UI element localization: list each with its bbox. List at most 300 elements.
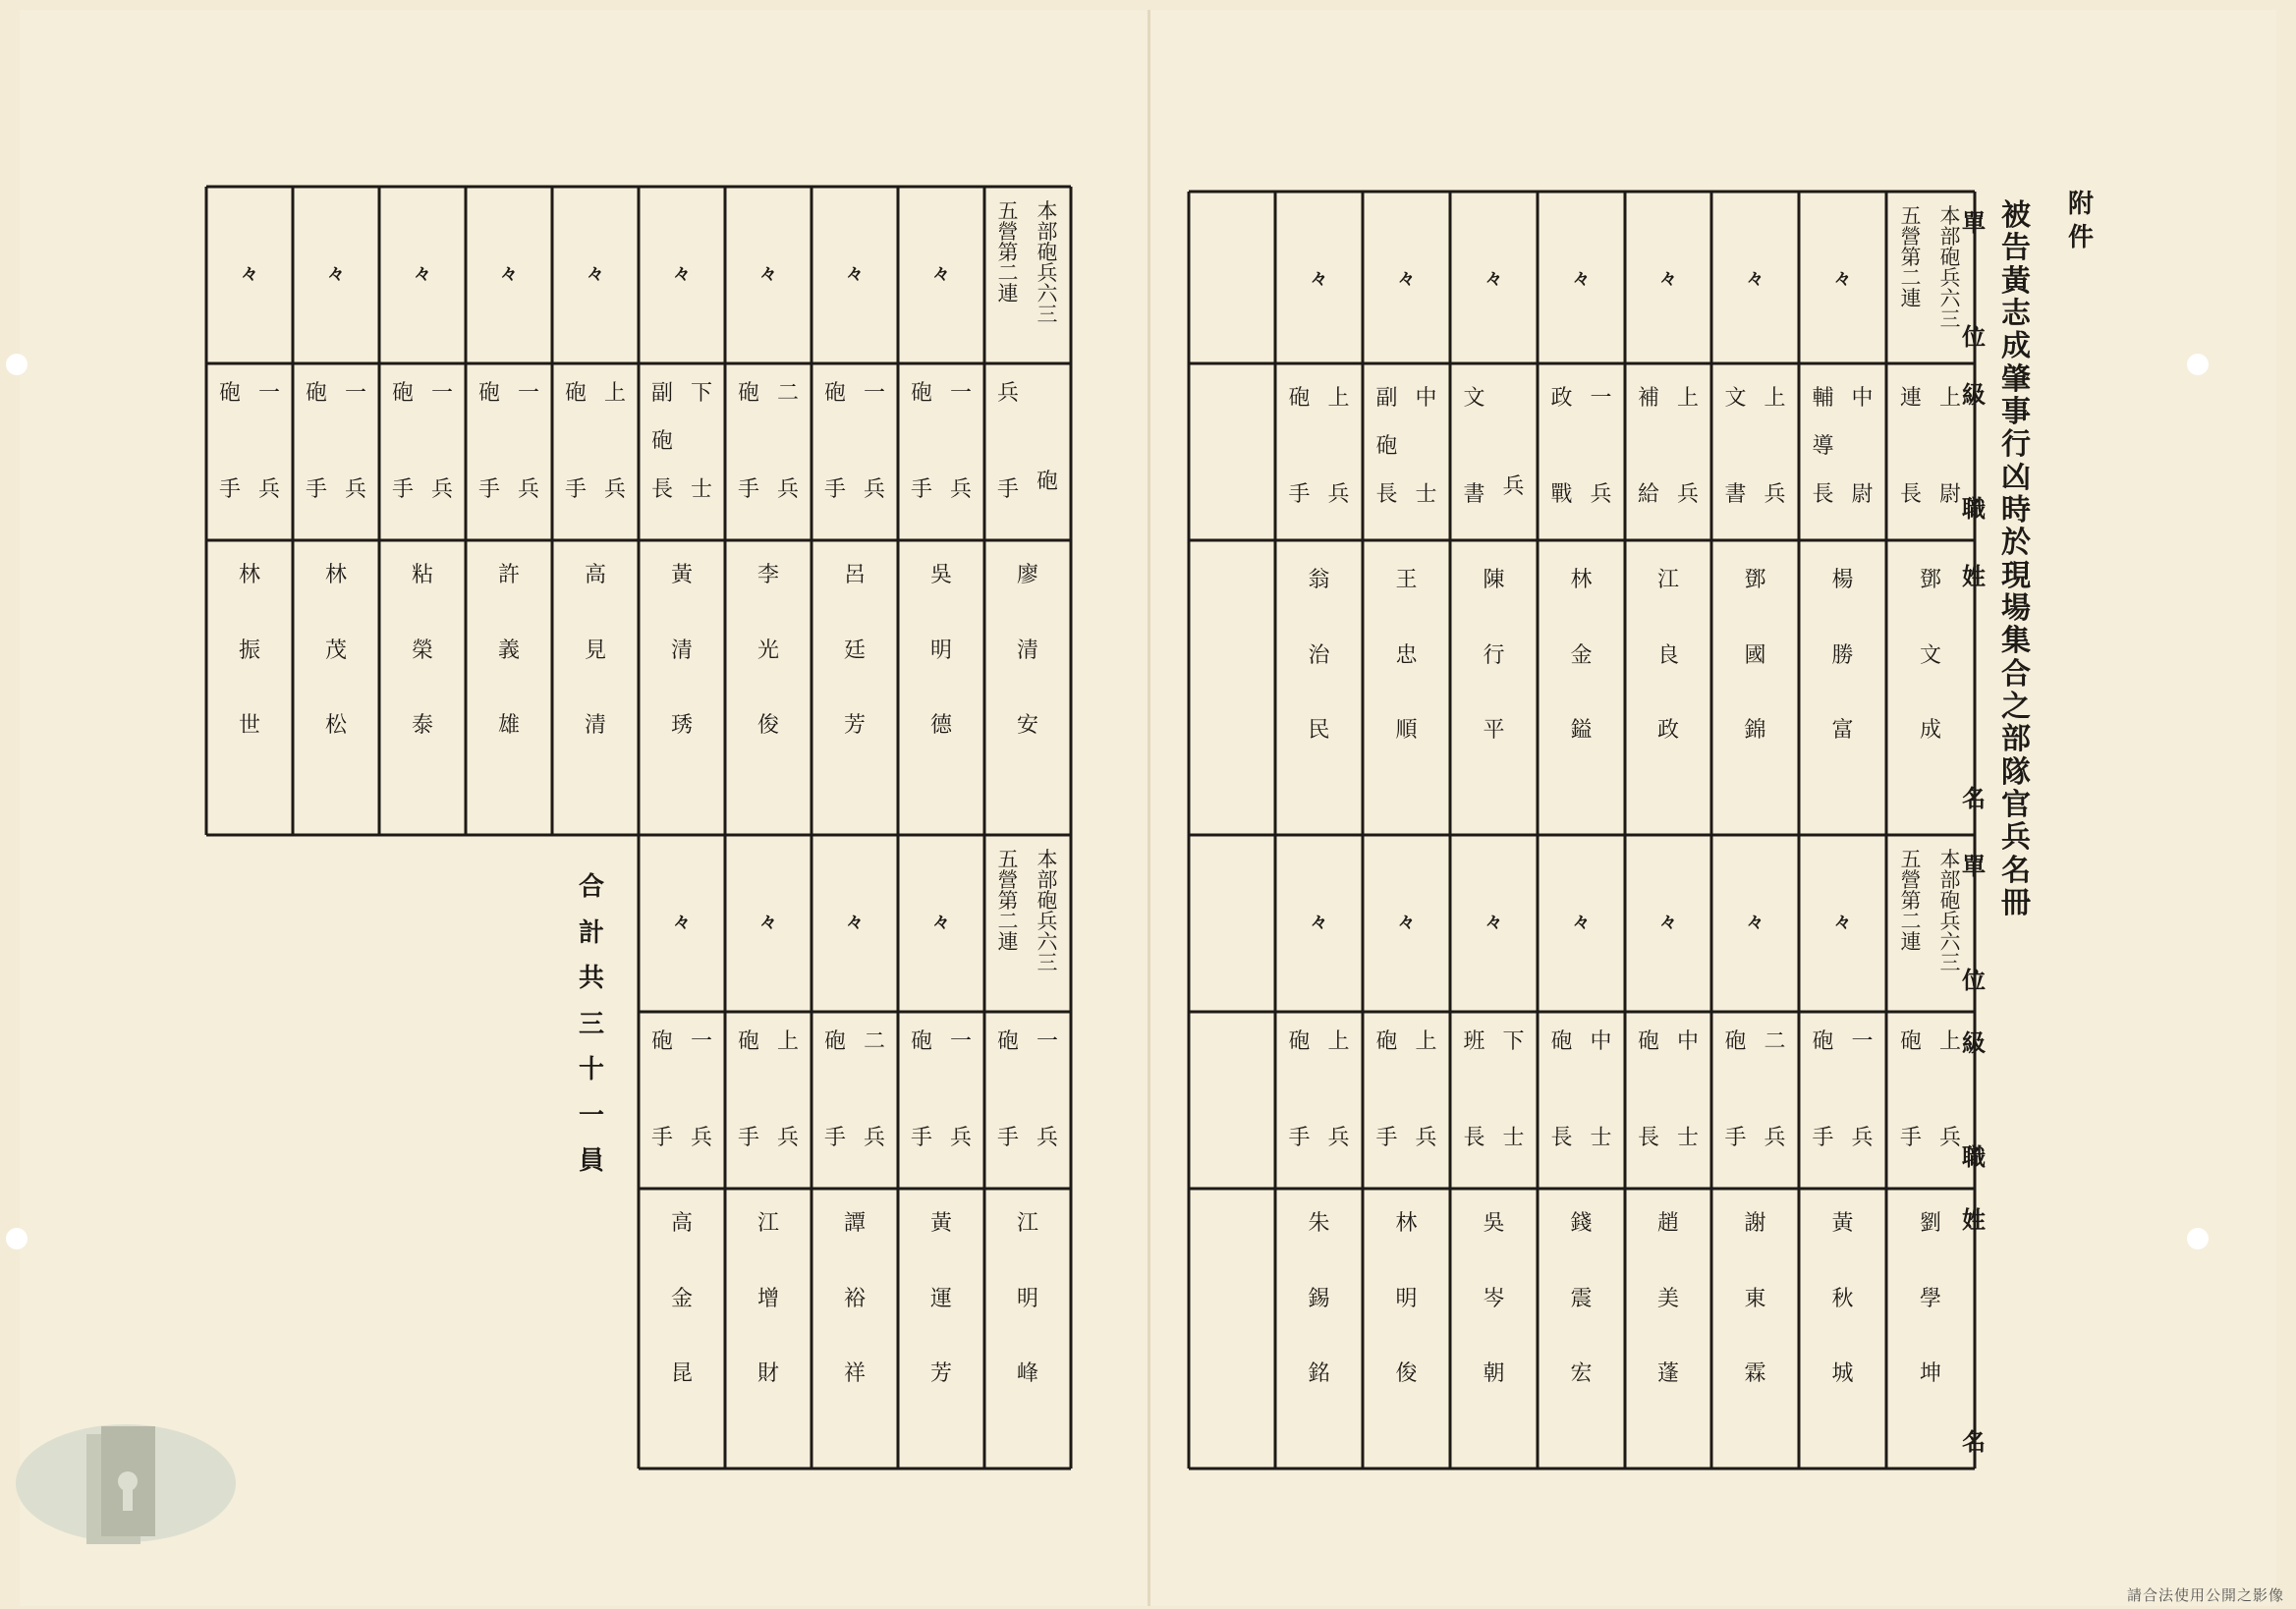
glyph: 現 <box>2001 558 2031 593</box>
glyph: 芳 <box>929 1361 953 1386</box>
glyph: 清 <box>584 713 607 738</box>
glyph: 職 <box>1962 494 1986 523</box>
glyph: 本 <box>1939 204 1961 228</box>
glyph: 黃 <box>1831 1211 1854 1236</box>
glyph: 富 <box>1831 718 1854 743</box>
glyph: 十 <box>578 1055 605 1084</box>
person-name <box>671 1213 693 1385</box>
glyph: 兵 <box>1036 261 1058 285</box>
glyph: 三 <box>578 1009 605 1039</box>
person-name <box>1744 570 1765 742</box>
glyph: 俊 <box>1395 1361 1418 1386</box>
glyph: 名 <box>1962 1427 1986 1456</box>
glyph: 合 <box>578 872 605 902</box>
glyph: 兵 <box>1764 482 1786 507</box>
ditto-mark: 々 <box>673 913 691 933</box>
glyph: 政 <box>1550 386 1573 411</box>
rank-cell <box>911 383 932 501</box>
person-name <box>1570 1213 1592 1385</box>
glyph: 行 <box>2001 427 2031 463</box>
glyph: 粘 <box>411 563 434 587</box>
glyph: 美 <box>1656 1286 1680 1311</box>
glyph: 冊 <box>2001 885 2031 920</box>
glyph: 士 <box>1502 1126 1525 1150</box>
glyph: 兵 <box>690 1126 713 1150</box>
rank-cell <box>1677 1031 1699 1149</box>
glyph: 五 <box>1900 848 1922 871</box>
glyph: 銘 <box>1308 1361 1330 1386</box>
rank-cell <box>1550 1031 1572 1149</box>
glyph: 手 <box>1812 1126 1834 1150</box>
glyph: 被 <box>2001 198 2031 233</box>
ditto-mark: 々 <box>932 264 950 285</box>
glyph: 上 <box>603 381 627 406</box>
glyph: 長 <box>1812 482 1834 507</box>
glyph: 明 <box>1395 1286 1418 1311</box>
glyph: 勝 <box>1831 642 1854 668</box>
glyph: 文 <box>1463 386 1485 411</box>
glyph: 吳 <box>1483 1211 1505 1236</box>
glyph: 兵 <box>1590 482 1612 507</box>
rank-cell <box>1764 388 1785 506</box>
glyph: 兵 <box>1502 474 1525 499</box>
glyph: 松 <box>324 713 348 738</box>
glyph: 副 <box>650 381 674 406</box>
glyph: 兵 <box>430 477 454 502</box>
rank-cell <box>651 1031 673 1149</box>
glyph: 許 <box>497 563 521 587</box>
unit-header <box>1962 852 1986 994</box>
glyph: 兵 <box>1036 910 1058 933</box>
glyph: 營 <box>1900 868 1922 892</box>
glyph: 砲 <box>910 1029 933 1054</box>
glyph: 中 <box>1851 386 1874 411</box>
glyph: 兵 <box>1939 910 1961 933</box>
glyph: 兵 <box>257 477 281 502</box>
glyph: 第 <box>1900 246 1922 269</box>
glyph: 砲 <box>391 381 415 406</box>
ditto-mark: 々 <box>1397 269 1416 290</box>
glyph: 兵 <box>776 477 800 502</box>
rank-cell <box>1375 1031 1397 1149</box>
glyph: 世 <box>238 713 261 738</box>
rank-cell <box>1415 1031 1436 1149</box>
glyph: 江 <box>756 1211 780 1236</box>
glyph: 戰 <box>1550 482 1573 507</box>
glyph: 砲 <box>1939 889 1961 913</box>
glyph: 名 <box>2001 853 2031 888</box>
rank-cell <box>604 383 626 501</box>
glyph: 書 <box>1463 482 1485 507</box>
rank-cell <box>1638 388 1659 506</box>
glyph: 手 <box>823 477 847 502</box>
glyph: 忠 <box>1395 642 1418 668</box>
glyph: 兵 <box>1327 1126 1350 1150</box>
glyph: 宏 <box>1570 1361 1593 1386</box>
glyph: 上 <box>1764 386 1786 411</box>
person-name <box>585 565 606 737</box>
rank-cell <box>565 383 587 501</box>
glyph: 國 <box>1744 642 1766 668</box>
glyph: 文 <box>1724 386 1747 411</box>
glyph: 士 <box>1676 1126 1700 1150</box>
glyph: 治 <box>1308 642 1330 668</box>
glyph: 單 <box>1962 208 1986 237</box>
glyph: 民 <box>1308 718 1330 743</box>
rank-cell <box>864 383 885 501</box>
glyph: 三 <box>1939 307 1961 331</box>
glyph: 砲 <box>1036 470 1059 494</box>
glyph: 砲 <box>1288 386 1311 411</box>
glyph: 手 <box>910 477 933 502</box>
glyph: 砲 <box>1550 1029 1573 1054</box>
glyph: 砲 <box>910 381 933 406</box>
glyph: 中 <box>1415 386 1437 411</box>
rank-header <box>1962 380 1986 523</box>
person-name <box>1920 1213 1941 1385</box>
glyph: 手 <box>737 1126 760 1150</box>
unit-label <box>1900 204 1922 310</box>
glyph: 金 <box>670 1286 694 1311</box>
glyph: 六 <box>1036 282 1058 305</box>
rank-cell <box>651 383 673 501</box>
glyph: 部 <box>1036 220 1058 244</box>
total-count <box>579 874 604 1174</box>
glyph: 中 <box>1590 1029 1612 1054</box>
glyph: 第 <box>997 889 1019 913</box>
glyph: 二 <box>997 261 1019 285</box>
glyph: 運 <box>929 1286 953 1311</box>
rank-cell <box>997 1031 1019 1149</box>
glyph: 本 <box>1036 199 1058 223</box>
glyph: 連 <box>1900 287 1922 310</box>
ditto-mark: 々 <box>1484 269 1503 290</box>
glyph: 兵 <box>1676 482 1700 507</box>
ditto-mark: 々 <box>1310 913 1328 933</box>
person-name <box>1308 1213 1329 1385</box>
ditto-mark: 々 <box>1572 269 1591 290</box>
glyph: 職 <box>1962 1142 1986 1171</box>
glyph: 營 <box>997 220 1019 244</box>
rank-cell <box>1900 1031 1922 1149</box>
glyph: 裕 <box>843 1286 867 1311</box>
glyph: 兵 <box>1938 1126 1962 1150</box>
glyph: 給 <box>1637 482 1660 507</box>
glyph: 六 <box>1036 930 1058 954</box>
glyph: 肇 <box>2001 361 2031 397</box>
glyph: 兵 <box>863 1126 886 1150</box>
glyph: 一 <box>949 1029 973 1054</box>
person-name <box>1920 570 1941 742</box>
ditto-mark: 々 <box>759 264 777 285</box>
glyph: 合 <box>2001 656 2031 692</box>
glyph: 第 <box>997 241 1019 264</box>
glyph: 芳 <box>843 713 867 738</box>
glyph: 砲 <box>823 1029 847 1054</box>
glyph: 副 <box>1375 386 1398 411</box>
glyph: 砲 <box>1812 1029 1834 1054</box>
glyph: 附 <box>2067 190 2095 219</box>
glyph: 見 <box>584 638 607 663</box>
glyph: 手 <box>1288 1126 1311 1150</box>
rank-cell <box>1590 388 1611 506</box>
glyph: 泰 <box>411 713 434 738</box>
glyph: 上 <box>1676 386 1700 411</box>
rank-cell <box>1724 388 1746 506</box>
rank-cell <box>258 383 280 501</box>
person-name <box>844 565 866 737</box>
glyph: 上 <box>1327 386 1350 411</box>
rank-cell <box>1851 388 1873 506</box>
glyph: 位 <box>1962 322 1986 351</box>
person-name <box>1570 570 1592 742</box>
rank-cell <box>1415 388 1436 506</box>
glyph: 一 <box>1036 1029 1059 1054</box>
rank-cell <box>478 383 500 501</box>
rank-cell <box>1463 388 1484 506</box>
glyph: 砲 <box>996 1029 1020 1054</box>
glyph: 長 <box>1550 1126 1573 1150</box>
glyph: 手 <box>737 477 760 502</box>
glyph: 六 <box>1939 930 1961 954</box>
glyph: 楊 <box>1831 568 1854 592</box>
glyph: 本 <box>1939 848 1961 871</box>
glyph: 砲 <box>1939 246 1961 269</box>
glyph: 平 <box>1483 718 1505 743</box>
ditto-mark: 々 <box>759 913 777 933</box>
glyph: 成 <box>1919 718 1942 743</box>
unit-label <box>1939 848 1961 974</box>
rank-header <box>1962 1028 1986 1171</box>
person-name <box>757 1213 779 1385</box>
ditto-mark: 々 <box>587 264 604 285</box>
ditto-mark: 々 <box>1572 913 1591 933</box>
glyph: 榮 <box>411 638 434 663</box>
ditto-mark: 々 <box>414 264 431 285</box>
glyph: 振 <box>238 638 261 663</box>
ditto-mark: 々 <box>1746 913 1764 933</box>
glyph: 學 <box>1919 1286 1942 1311</box>
person-name <box>1483 1213 1504 1385</box>
glyph: 江 <box>1656 568 1680 592</box>
glyph: 雄 <box>497 713 521 738</box>
glyph: 姓 <box>1962 562 1986 590</box>
glyph: 位 <box>1962 966 1986 994</box>
rank-cell <box>1812 388 1833 506</box>
glyph: 朝 <box>1483 1361 1505 1386</box>
glyph: 件 <box>2067 223 2095 252</box>
glyph: 吳 <box>929 563 953 587</box>
glyph: 安 <box>1016 713 1039 738</box>
unit-label <box>1036 199 1058 326</box>
glyph: 手 <box>477 477 501 502</box>
glyph: 共 <box>578 964 605 993</box>
ditto-mark: 々 <box>846 913 864 933</box>
glyph: 上 <box>1415 1029 1437 1054</box>
glyph: 砲 <box>1036 889 1058 913</box>
glyph: 二 <box>1900 266 1922 290</box>
glyph: 江 <box>1016 1211 1039 1236</box>
glyph: 手 <box>910 1126 933 1150</box>
glyph: 砲 <box>564 381 588 406</box>
rank-cell <box>738 383 759 501</box>
rank-cell <box>1327 388 1349 506</box>
glyph: 林 <box>324 563 348 587</box>
rank-cell <box>1327 1031 1349 1149</box>
glyph: 之 <box>2001 689 2031 724</box>
glyph: 手 <box>1288 482 1311 507</box>
glyph: 二 <box>997 910 1019 933</box>
ditto-mark: 々 <box>1746 269 1764 290</box>
glyph: 場 <box>2001 590 2031 626</box>
rank-cell <box>1900 388 1922 506</box>
rank-cell <box>1502 476 1524 506</box>
rank-cell <box>1550 388 1572 506</box>
glyph: 砲 <box>1375 434 1398 459</box>
rank-cell <box>950 383 972 501</box>
glyph: 手 <box>564 477 588 502</box>
ditto-mark: 々 <box>1397 913 1416 933</box>
rank-cell <box>864 1031 885 1149</box>
glyph: 城 <box>1831 1361 1854 1386</box>
glyph: 一 <box>257 381 281 406</box>
person-name <box>239 565 260 737</box>
rank-cell <box>1502 1031 1524 1149</box>
glyph: 三 <box>1939 951 1961 974</box>
ditto-mark: 々 <box>500 264 518 285</box>
glyph: 本 <box>1036 848 1058 871</box>
person-name <box>671 565 693 737</box>
glyph: 砲 <box>650 1029 674 1054</box>
glyph: 上 <box>776 1029 800 1054</box>
glyph: 砲 <box>823 381 847 406</box>
glyph: 手 <box>823 1126 847 1150</box>
glyph: 一 <box>1590 386 1612 411</box>
rank-cell <box>824 383 846 501</box>
glyph: 官 <box>2001 787 2031 822</box>
glyph: 尉 <box>1851 482 1874 507</box>
glyph: 一 <box>690 1029 713 1054</box>
glyph: 二 <box>863 1029 886 1054</box>
ditto-mark: 々 <box>1659 913 1677 933</box>
glyph: 兵 <box>1327 482 1350 507</box>
glyph: 兵 <box>603 477 627 502</box>
glyph: 黃 <box>2001 263 2031 299</box>
rank-cell <box>1764 1031 1785 1149</box>
glyph: 趙 <box>1656 1211 1680 1236</box>
rank-cell <box>1036 1031 1058 1149</box>
glyph: 兵 <box>949 477 973 502</box>
rank-cell <box>1851 1031 1873 1149</box>
glyph: 東 <box>1744 1286 1766 1311</box>
glyph: 第 <box>1900 889 1922 913</box>
glyph: 手 <box>391 477 415 502</box>
glyph: 部 <box>2001 722 2031 757</box>
glyph: 砲 <box>737 1029 760 1054</box>
glyph: 凶 <box>2001 460 2031 495</box>
glyph: 琇 <box>670 713 694 738</box>
glyph: 員 <box>578 1146 605 1176</box>
glyph: 砲 <box>1899 1029 1923 1054</box>
rank-cell <box>1463 1031 1484 1149</box>
glyph: 一 <box>863 381 886 406</box>
rank-cell <box>1677 388 1699 506</box>
rank-cell <box>950 1031 972 1149</box>
unit-label <box>1900 848 1922 954</box>
glyph: 兵 <box>2001 820 2031 856</box>
glyph: 林 <box>1395 1211 1418 1236</box>
glyph: 高 <box>584 563 607 587</box>
glyph: 兵 <box>996 381 1020 406</box>
glyph: 順 <box>1395 718 1418 743</box>
glyph: 五 <box>997 848 1019 871</box>
rank-cell <box>691 1031 712 1149</box>
glyph: 秋 <box>1831 1286 1854 1311</box>
glyph: 呂 <box>843 563 867 587</box>
glyph: 錢 <box>1570 1211 1593 1236</box>
glyph: 手 <box>1375 1126 1398 1150</box>
unit-label <box>1939 204 1961 331</box>
glyph: 行 <box>1483 642 1505 668</box>
rank-cell <box>431 383 453 501</box>
person-name <box>1017 565 1038 737</box>
glyph: 輔 <box>1812 386 1834 411</box>
glyph: 明 <box>1016 1286 1039 1311</box>
glyph: 砲 <box>737 381 760 406</box>
glyph: 黃 <box>670 563 694 587</box>
rank-cell <box>1724 1031 1746 1149</box>
ditto-mark: 々 <box>1833 913 1852 933</box>
glyph: 俊 <box>756 713 780 738</box>
person-name <box>1483 570 1504 742</box>
glyph: 連 <box>997 282 1019 305</box>
glyph: 一 <box>517 381 540 406</box>
glyph: 二 <box>1900 910 1922 933</box>
document-title <box>2001 198 2031 920</box>
footer-note: 請合法使用公開之影像 <box>2126 1586 2284 1604</box>
glyph: 名 <box>1962 784 1986 812</box>
glyph: 級 <box>1962 380 1986 409</box>
glyph: 鎰 <box>1570 718 1593 743</box>
glyph: 一 <box>430 381 454 406</box>
glyph: 長 <box>1899 482 1923 507</box>
glyph: 營 <box>1900 225 1922 249</box>
glyph: 文 <box>1919 642 1942 668</box>
rank-cell <box>518 383 539 501</box>
glyph: 下 <box>1502 1029 1525 1054</box>
glyph: 計 <box>578 917 605 948</box>
ditto-mark: 々 <box>327 264 345 285</box>
glyph: 兵 <box>1415 1126 1437 1150</box>
glyph: 兵 <box>517 477 540 502</box>
glyph: 陳 <box>1483 568 1505 592</box>
glyph: 手 <box>305 477 328 502</box>
glyph: 上 <box>1938 386 1962 411</box>
glyph: 廷 <box>843 638 867 663</box>
glyph: 朱 <box>1308 1211 1330 1236</box>
rank-cell <box>997 383 1019 501</box>
glyph: 成 <box>2001 329 2031 364</box>
ditto-mark: 々 <box>1659 269 1677 290</box>
unit-label <box>1036 848 1058 974</box>
rank-cell <box>306 383 327 501</box>
glyph: 翁 <box>1308 568 1330 592</box>
rank-cell <box>345 383 366 501</box>
ditto-mark: 々 <box>673 264 691 285</box>
glyph: 一 <box>949 381 973 406</box>
glyph: 五 <box>997 199 1019 223</box>
glyph: 砲 <box>1724 1029 1747 1054</box>
